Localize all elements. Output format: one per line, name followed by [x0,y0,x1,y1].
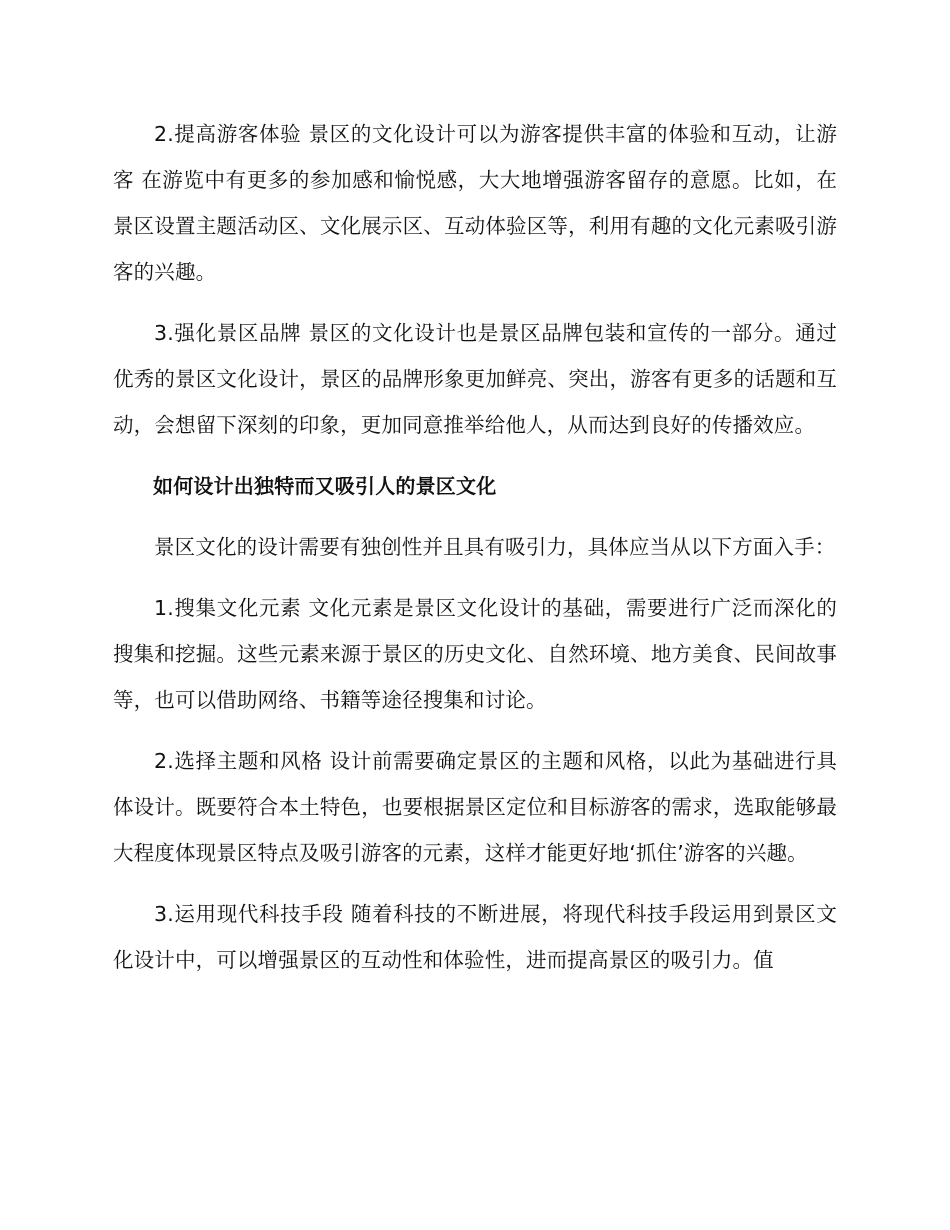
paragraph-modern-technology: 3.运用现代科技手段 随着科技的不断进展，将现代科技手段运用到景区文化设计中，可以增强景区的互动性和体验性，进而提高景区的吸引力。值 [113,902,837,972]
document-body [113,111,837,998]
paragraph-intro: 景区文化的设计需要有独创性并且具有吸引力，具体应当从以下方面入手： [154,535,836,559]
paragraph-enhance-visitor-experience: 2.提高游客体验 景区的文化设计可以为游客提供丰富的体验和互动，让游客 在游览中有更多的参加感和愉悦感，大大地增强游客留存的意愿。比如，在景区设置主题活动区、文化展示区、互动体验区等，利用有趣的文化元素吸引游客的兴趣。 [113,122,837,284]
paragraph-strengthen-brand: 3.强化景区品牌 景区的文化设计也是景区品牌包装和宣传的一部分。通过优秀的景区文化设计，景区的品牌形象更加鲜亮、突出，游客有更多的话题和互动，会想留下深刻的印象，更加同意推举给他人，从而达到良好的传播效应。 [113,321,837,437]
paragraph-collect-elements: 1.搜集文化元素 文化元素是景区文化设计的基础，需要进行广泛而深化的搜集和挖掘。这些元素来源于景区的历史文化、自然环境、地方美食、民间故事等，也可以借助网络、书籍等途径搜集和讨论。 [113,596,837,712]
paragraph-choose-theme: 2.选择主题和风格 设计前需要确定景区的主题和风格，以此为基础进行具体设计。既要符合本土特色，也要根据景区定位和目标游客的需求，选取能够最大程度体现景区特点及吸引游客的元素，这样才能更好地‘抓住’游客的兴趣。 [113,749,837,865]
section-heading: 如何设计出独特而又吸引人的景区文化 [153,474,497,498]
